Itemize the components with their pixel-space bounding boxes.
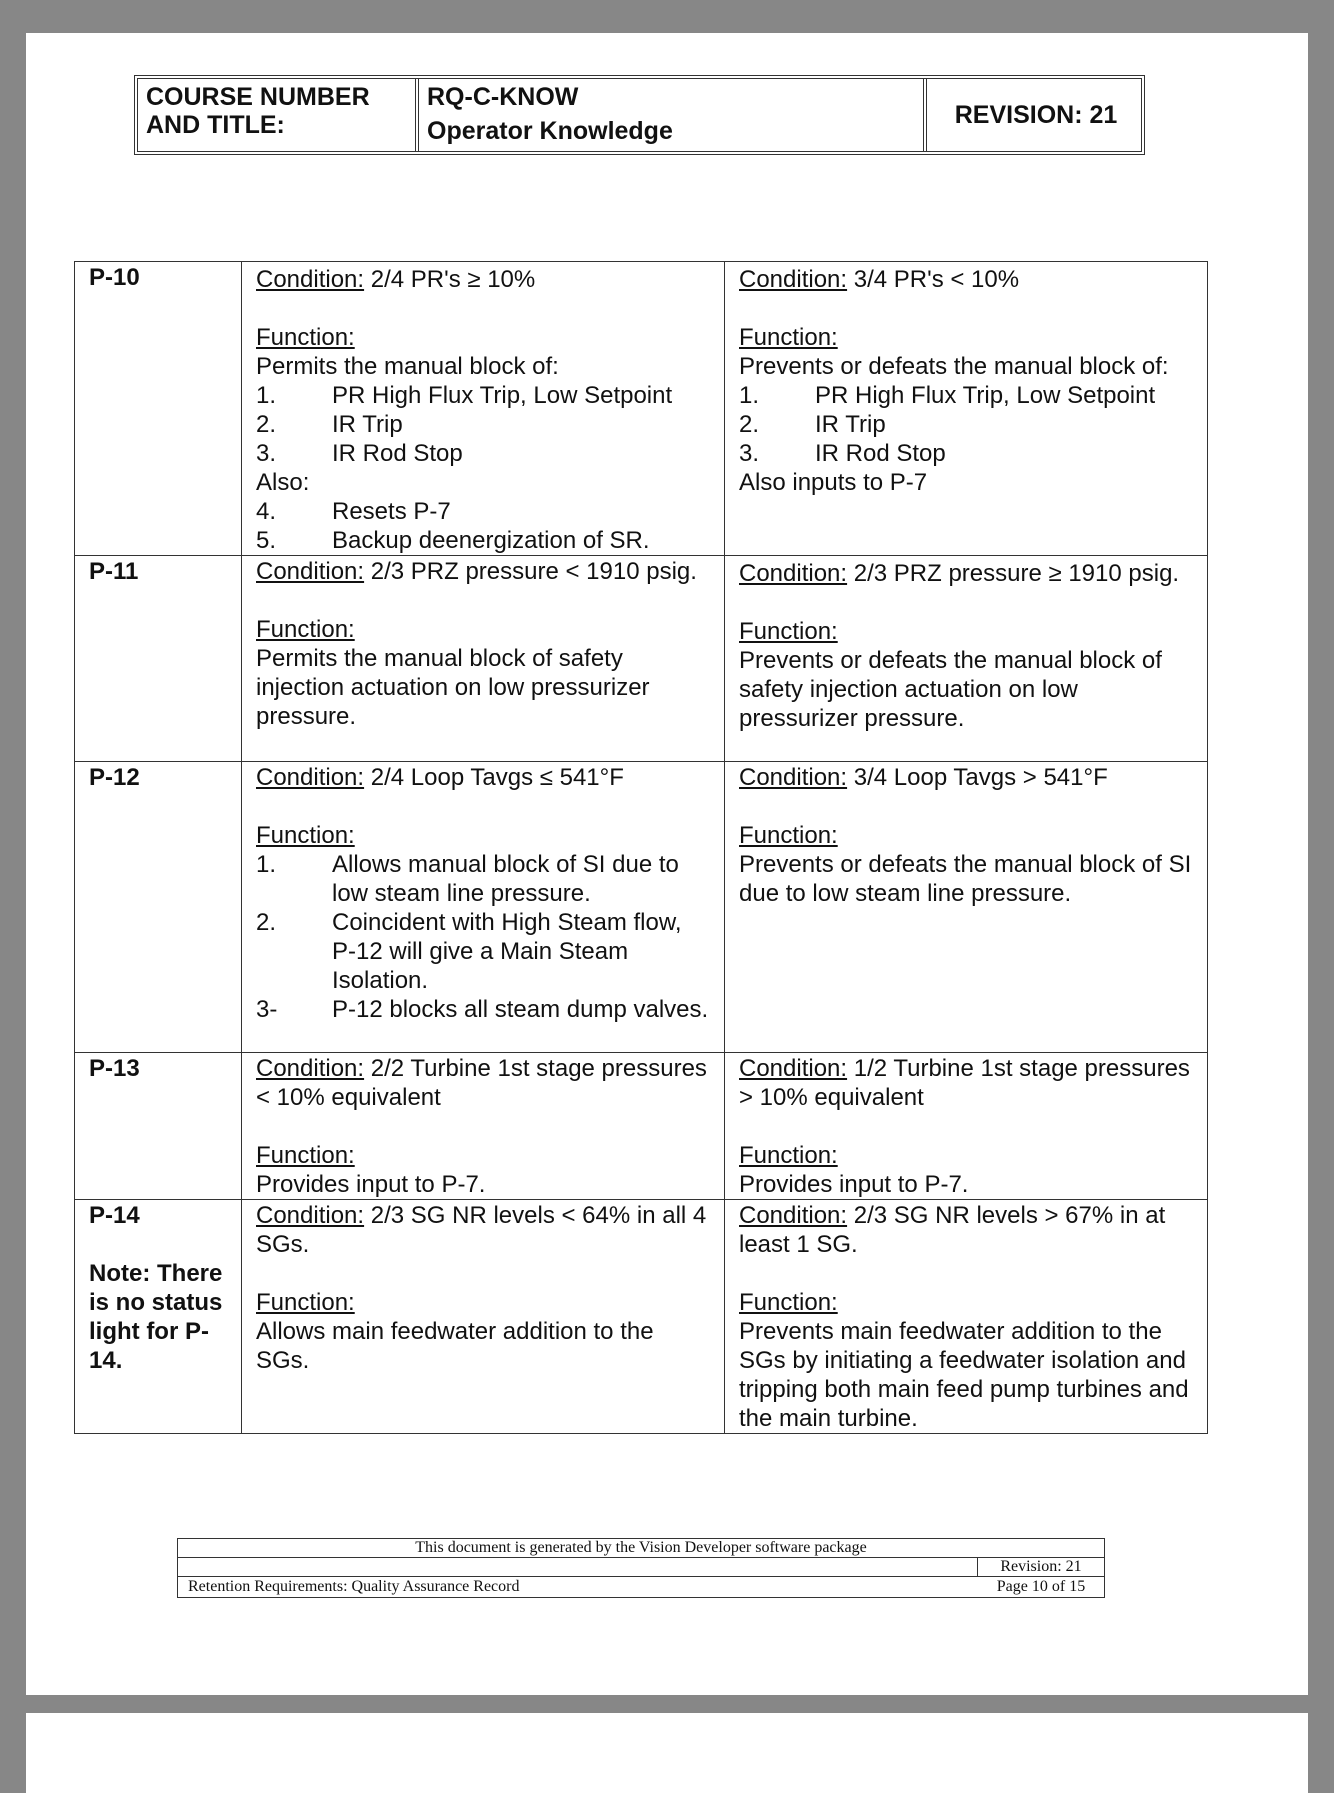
condition-text: 2/3 PRZ pressure ≥ 1910 psig. bbox=[847, 560, 1180, 587]
function-label: Function: bbox=[256, 616, 355, 643]
off-cell bbox=[725, 762, 1208, 1053]
revision-cell: REVISION: 21 bbox=[954, 101, 1118, 129]
function-label: Function: bbox=[256, 324, 355, 351]
course-label-cell bbox=[138, 79, 419, 151]
off-cell bbox=[725, 556, 1208, 762]
function-label: Function: bbox=[739, 1289, 838, 1316]
function-text: Prevents or defeats the manual block of: bbox=[739, 353, 1169, 380]
condition-label: Condition: bbox=[739, 1202, 848, 1229]
condition-label: Condition: bbox=[256, 558, 365, 585]
condition-label: Condition: bbox=[739, 560, 848, 587]
table-row bbox=[75, 1053, 1208, 1200]
course-label-line2: AND TITLE: bbox=[146, 111, 285, 139]
function-label: Function: bbox=[256, 822, 355, 849]
permissive-id: P-12 bbox=[75, 762, 242, 1053]
list-item: 5. Backup deenergization of SR. bbox=[256, 527, 650, 554]
list-item: 2. IR Trip bbox=[739, 411, 886, 438]
condition-text: 2/2 Turbine 1st stage pressures < 10% equivalent bbox=[256, 1055, 707, 1111]
footer-revision: Revision: 21 bbox=[977, 1558, 1104, 1576]
list-item: 3. IR Rod Stop bbox=[256, 440, 463, 467]
function-text: Prevents or defeats the manual block of SI due to low steam line pressure. bbox=[739, 851, 1192, 907]
table-row bbox=[75, 556, 1208, 762]
condition-label: Condition: bbox=[256, 764, 365, 791]
on-cell bbox=[242, 1200, 725, 1434]
permissive-id: P-14 Note: There is no status light for P-14. bbox=[75, 1200, 242, 1434]
permissive-id: P-11 bbox=[75, 556, 242, 762]
condition-label: Condition: bbox=[256, 266, 365, 293]
condition-text: 2/3 SG NR levels > 67% in at least 1 SG. bbox=[739, 1202, 1166, 1258]
course-number: RQ-C-KNOW bbox=[427, 83, 579, 111]
function-text: Permits the manual block of safety injection actuation on low pressurizer pressure. bbox=[256, 645, 650, 730]
list-item: 2. Coincident with High Steam flow, P-12 will give a Main Steam Isolation. bbox=[256, 909, 682, 994]
condition-label: Condition: bbox=[739, 1055, 848, 1082]
off-cell bbox=[725, 1053, 1208, 1200]
permissive-id: P-10 bbox=[75, 262, 242, 556]
permissive-id: P-13 bbox=[75, 1053, 242, 1200]
table-row bbox=[75, 262, 1208, 556]
permissive-table bbox=[74, 261, 1208, 1434]
course-title-cell bbox=[419, 79, 927, 151]
list-item: 1. Allows manual block of SI due to low steam line pressure. bbox=[256, 851, 679, 907]
function-label: Function: bbox=[256, 1289, 355, 1316]
function-label: Function: bbox=[739, 618, 838, 645]
course-label-line1: COURSE NUMBER bbox=[146, 83, 370, 111]
function-text: Prevents or defeats the manual block of safety injection actuation on low pressurizer pressure. bbox=[739, 647, 1162, 732]
footer-generated: This document is generated by the Vision Developer software package bbox=[178, 1539, 1104, 1558]
next-page-edge bbox=[26, 1713, 1308, 1793]
footer-revision-row bbox=[178, 1558, 1104, 1577]
course-header bbox=[134, 75, 1145, 155]
footer-page-number: Page 10 of 15 bbox=[996, 1578, 1086, 1595]
on-cell bbox=[242, 556, 725, 762]
note-text: Note: There is no status light for P-14. bbox=[89, 1260, 223, 1374]
function-text: Permits the manual block of: bbox=[256, 353, 559, 380]
footer-bottom-row bbox=[178, 1577, 1104, 1597]
list-item: 4. Resets P-7 bbox=[256, 498, 451, 525]
table-row bbox=[75, 1200, 1208, 1434]
function-label: Function: bbox=[739, 822, 838, 849]
list-item: 3- P-12 blocks all steam dump valves. bbox=[256, 996, 709, 1023]
list-item: 2. IR Trip bbox=[256, 411, 403, 438]
footer-retention: Retention Requirements: Quality Assurance Record bbox=[188, 1578, 520, 1595]
condition-label: Condition: bbox=[256, 1055, 365, 1082]
course-title: Operator Knowledge bbox=[427, 117, 673, 145]
function-label: Function: bbox=[739, 324, 838, 351]
also-label: Also: bbox=[256, 469, 310, 496]
function-text: Provides input to P-7. bbox=[256, 1171, 486, 1198]
page-footer bbox=[177, 1538, 1105, 1598]
off-cell bbox=[725, 262, 1208, 556]
condition-text: 2/4 Loop Tavgs ≤ 541°F bbox=[364, 764, 624, 791]
condition-text: 3/4 Loop Tavgs > 541°F bbox=[847, 764, 1108, 791]
condition-text: 2/3 PRZ pressure < 1910 psig. bbox=[364, 558, 697, 585]
off-cell bbox=[725, 1200, 1208, 1434]
on-cell bbox=[242, 262, 725, 556]
list-item: 1. PR High Flux Trip, Low Setpoint bbox=[256, 382, 673, 409]
condition-label: Condition: bbox=[739, 764, 848, 791]
condition-text: 2/3 SG NR levels < 64% in all 4 SGs. bbox=[256, 1202, 707, 1258]
function-label: Function: bbox=[739, 1142, 838, 1169]
function-text: Provides input to P-7. bbox=[739, 1171, 969, 1198]
list-item: 1. PR High Flux Trip, Low Setpoint bbox=[739, 382, 1156, 409]
on-cell bbox=[242, 1053, 725, 1200]
function-label: Function: bbox=[256, 1142, 355, 1169]
function-text: Allows main feedwater addition to the SGs. bbox=[256, 1318, 654, 1374]
table-row bbox=[75, 762, 1208, 1053]
on-cell bbox=[242, 762, 725, 1053]
function-text: Also inputs to P-7 bbox=[739, 469, 928, 496]
list-item: 3. IR Rod Stop bbox=[739, 440, 946, 467]
function-text: Prevents main feedwater addition to the SGs by initiating a feedwater isolation and tripping both main feed pump turbines and the main turbine. bbox=[739, 1318, 1189, 1432]
condition-text: 1/2 Turbine 1st stage pressures > 10% equivalent bbox=[739, 1055, 1190, 1111]
condition-text: 3/4 PR's < 10% bbox=[847, 266, 1020, 293]
condition-label: Condition: bbox=[256, 1202, 365, 1229]
condition-label: Condition: bbox=[739, 266, 848, 293]
condition-text: 2/4 PR's ≥ 10% bbox=[364, 266, 536, 293]
